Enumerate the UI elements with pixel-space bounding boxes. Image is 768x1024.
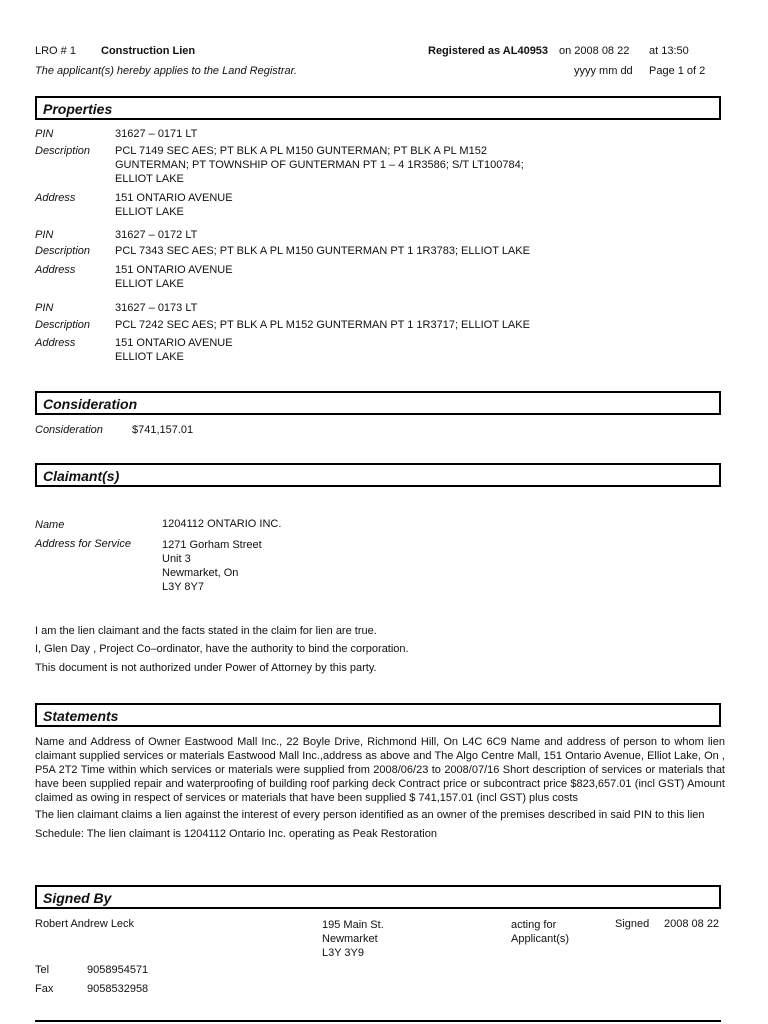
tel-number: 9058954571	[87, 964, 149, 976]
signer-address	[322, 918, 384, 960]
name-label: Name	[35, 519, 65, 531]
consideration-label: Consideration	[35, 424, 103, 436]
pin-value: 31627 – 0173 LT	[115, 302, 198, 314]
property-address	[115, 263, 233, 291]
pin-label: PIN	[35, 128, 54, 140]
address-line: Newmarket	[322, 933, 378, 945]
consideration-amount: $741,157.01	[132, 424, 194, 436]
description-label: Description	[35, 145, 91, 157]
address-line: L3Y 8Y7	[162, 581, 205, 593]
claimants-title: Claimant(s)	[43, 468, 120, 484]
signed-by-section-header	[35, 885, 721, 909]
address-line: 195 Main St.	[322, 919, 384, 931]
tel-label: Tel	[35, 964, 50, 976]
schedule-statement: Schedule: The lien claimant is 1204112 Ontario Inc. operating as Peak Restoration	[35, 828, 437, 840]
properties-title: Properties	[43, 101, 113, 117]
registration-date: on 2008 08 22	[559, 45, 630, 57]
statements-section-header	[35, 703, 721, 727]
address-line: 151 ONTARIO AVENUE	[115, 192, 233, 204]
property-description	[115, 318, 530, 332]
signed-by-title: Signed By	[43, 890, 112, 906]
claimant-name: 1204112 ONTARIO INC.	[162, 518, 282, 530]
description-line: PCL 7343 SEC AES; PT BLK A PL M150 GUNTERMAN PT 1 1R3783; ELLIOT LAKE	[115, 245, 530, 257]
address-line: ELLIOT LAKE	[115, 351, 184, 363]
acting-for	[511, 918, 569, 946]
description-label: Description	[35, 245, 91, 257]
properties-section-header	[35, 96, 721, 120]
address-label: Address	[35, 192, 76, 204]
document-type: Construction Lien	[101, 45, 196, 57]
bottom-divider	[35, 1020, 721, 1022]
acting-line: Applicant(s)	[511, 933, 570, 945]
signed-label: Signed	[615, 918, 650, 930]
claimant-statement: I, Glen Day , Project Co–ordinator, have the authority to bind the corporation.	[35, 643, 409, 655]
fax-number: 9058532958	[87, 983, 149, 995]
claimants-section-header	[35, 463, 721, 487]
signed-date: 2008 08 22	[664, 918, 720, 930]
description-label: Description	[35, 319, 91, 331]
address-label: Address	[35, 337, 76, 349]
property-address	[115, 336, 233, 364]
address-for-service-label: Address for Service	[35, 538, 131, 550]
address-label: Address	[35, 264, 76, 276]
pin-value: 31627 – 0171 LT	[115, 128, 198, 140]
description-line: PCL 7242 SEC AES; PT BLK A PL M152 GUNTERMAN PT 1 1R3717; ELLIOT LAKE	[115, 319, 530, 331]
claimant-statement: I am the lien claimant and the facts stated in the claim for lien are true.	[35, 625, 377, 637]
statements-title: Statements	[43, 708, 119, 724]
property-description	[115, 144, 524, 186]
property-description	[115, 244, 530, 258]
claimant-statement: This document is not authorized under Power of Attorney by this party.	[35, 662, 377, 674]
fax-label: Fax	[35, 983, 54, 995]
address-line: ELLIOT LAKE	[115, 206, 184, 218]
signer-name: Robert Andrew Leck	[35, 918, 135, 930]
description-line: ELLIOT LAKE	[115, 173, 184, 185]
service-address	[162, 538, 262, 594]
registration-time: at 13:50	[649, 45, 689, 57]
applicant-statement: The applicant(s) hereby applies to the Land Registrar.	[35, 65, 297, 77]
page-number: Page 1 of 2	[649, 65, 706, 77]
property-address	[115, 191, 233, 219]
statement-paragraph: Name and Address of Owner Eastwood Mall Inc., 22 Boyle Drive, Richmond Hill, On L4C 6C9 Name and address of person to whom lien claimant supplied services or materials Eastwood Mall Inc.,address as above and The Algo Centre Mall, 151 Ontario Avenue, Elliot Lake, On , P5A 2T2 Time within which services or materials were supplied from 2008/06/23 to 2008/07/16 Short description of services or materials that have been supplied repair and waterproofing of building roof parking deck Contract price or subcontract price $823,657.01 (incl GST) Amount claimed as owing in respect of services or materials that have been supplied $ 741,157.01 (incl GST) plus costs	[35, 736, 725, 804]
description-line: GUNTERMAN; PT TOWNSHIP OF GUNTERMAN PT 1 – 4 1R3586; S/T LT100784;	[115, 159, 524, 171]
address-line: 1271 Gorham Street	[162, 539, 262, 551]
date-format-note: yyyy mm dd	[574, 65, 633, 77]
pin-label: PIN	[35, 302, 54, 314]
consideration-section-header	[35, 391, 721, 415]
consideration-title: Consideration	[43, 396, 138, 412]
address-line: Unit 3	[162, 553, 191, 565]
address-line: L3Y 3Y9	[322, 947, 365, 959]
lro-number: LRO # 1	[35, 45, 76, 57]
address-line: 151 ONTARIO AVENUE	[115, 337, 233, 349]
address-line: 151 ONTARIO AVENUE	[115, 264, 233, 276]
address-line: Newmarket, On	[162, 567, 239, 579]
registration-number: Registered as AL40953	[428, 45, 549, 57]
pin-value: 31627 – 0172 LT	[115, 229, 198, 241]
acting-line: acting for	[511, 919, 557, 931]
statement-paragraph: The lien claimant claims a lien against the interest of every person identified as an owner of the premises described in said PIN to this lien	[35, 809, 705, 821]
pin-label: PIN	[35, 229, 54, 241]
address-line: ELLIOT LAKE	[115, 278, 184, 290]
description-line: PCL 7149 SEC AES; PT BLK A PL M150 GUNTERMAN; PT BLK A PL M152	[115, 145, 487, 157]
